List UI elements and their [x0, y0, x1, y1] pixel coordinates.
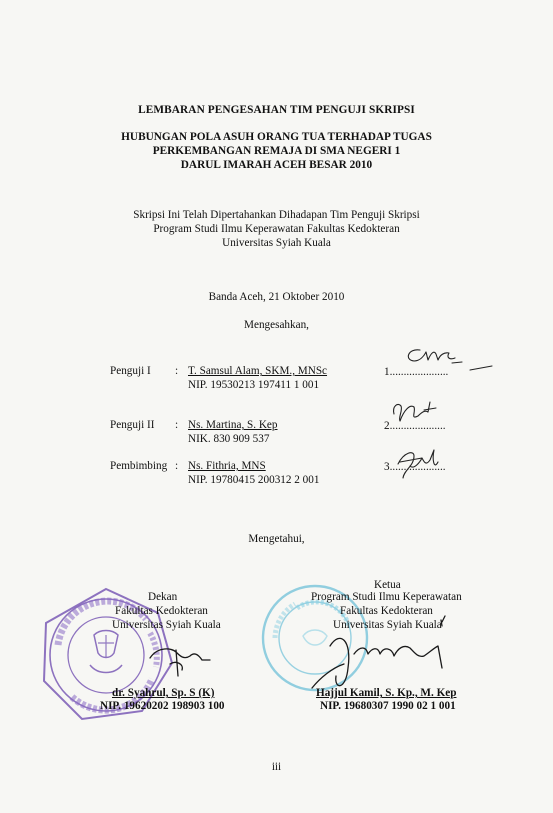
examiner-2-name: Ns. Martina, S. Kep	[188, 419, 278, 431]
thesis-title-line-3: DARUL IMARAH ACEH BESAR 2010	[180, 159, 373, 171]
place-date: Banda Aceh, 21 Oktober 2010	[208, 291, 345, 303]
left-signatory-id: NIP. 19620202 198903 100	[100, 700, 225, 712]
left-signatory-faculty: Fakultas Kedokteran	[115, 605, 208, 617]
examiner-2-sign-line: 2....................	[384, 420, 446, 432]
examiner-2-id: NIK. 830 909 537	[188, 433, 270, 445]
left-signatory-name: dr. Syahrul, Sp. S (K)	[112, 687, 215, 699]
intro-line-1: Skripsi Ini Telah Dipertahankan Dihadapan Tim Penguji Skripsi	[133, 209, 420, 221]
acknowledged-label: Mengetahui,	[248, 533, 305, 545]
right-signatory-title: Ketua	[374, 579, 401, 591]
intro-line-2: Program Studi Ilmu Keperawatan Fakultas Kedokteran	[153, 223, 400, 235]
left-signatory-university: Universitas Syiah Kuala	[112, 619, 221, 631]
page-title: LEMBARAN PENGESAHAN TIM PENGUJI SKRIPSI	[138, 104, 415, 116]
examiner-3-role: Pembimbing	[110, 460, 168, 472]
right-signatory-name: Hajjul Kamil, S. Kp., M. Kep	[316, 687, 457, 699]
right-signatory-id: NIP. 19680307 1990 02 1 001	[320, 700, 456, 712]
examiner-3-colon: :	[175, 460, 179, 472]
thesis-title-line-1: HUBUNGAN POLA ASUH ORANG TUA TERHADAP TUGAS	[121, 131, 432, 143]
examiner-3-sign-line: 3....................	[384, 461, 446, 473]
examiner-3-name: Ns. Fithria, MNS	[188, 460, 266, 472]
examiner-1-id: NIP. 19530213 197411 1 001	[188, 379, 320, 391]
thesis-title-line-2: PERKEMBANGAN REMAJA DI SMA NEGERI 1	[152, 145, 401, 157]
intro-line-3: Universitas Syiah Kuala	[222, 237, 331, 249]
examiner-1-role: Penguji I	[110, 365, 151, 377]
examiner-1-colon: :	[175, 365, 179, 377]
right-signatory-program: Program Studi Ilmu Keperawatan	[311, 591, 462, 603]
examiner-1-sign-line: 1.....................	[384, 366, 449, 378]
right-signatory-university: Universitas Syiah Kuala	[333, 619, 442, 631]
left-signatory-title: Dekan	[148, 591, 178, 603]
examiner-2-colon: :	[175, 419, 179, 431]
approval-label: Mengesahkan,	[244, 319, 309, 331]
examiner-2-role: Penguji II	[110, 419, 155, 431]
right-signatory-faculty: Fakultas Kedokteran	[340, 605, 433, 617]
examiner-1-name: T. Samsul Alam, SKM., MNSc	[188, 365, 328, 377]
examiner-3-id: NIP. 19780415 200312 2 001	[188, 474, 320, 486]
page-number: iii	[271, 761, 282, 773]
